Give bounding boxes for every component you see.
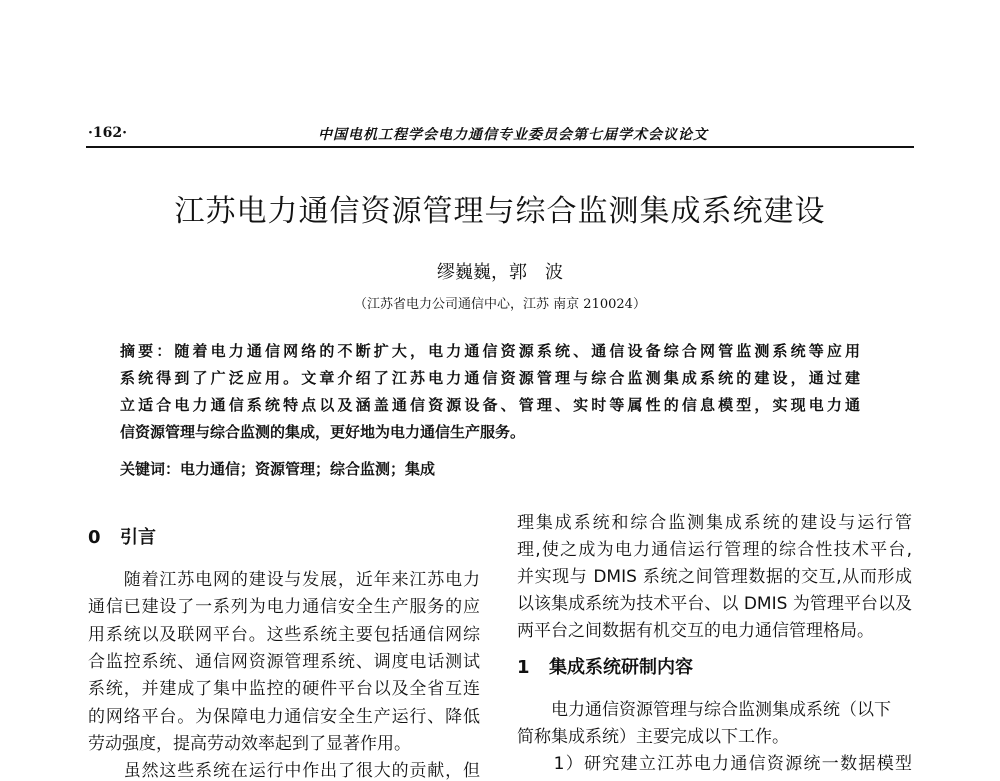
abstract-line: 系统得到了广泛应用。文章介绍了江苏电力通信资源管理与综合监测集成系统的建设，通过建 (120, 369, 860, 387)
paper-title: 江苏电力通信资源管理与综合监测集成系统建设 (174, 194, 826, 229)
body-line: 电力通信资源管理与综合监测集成系统（以下 (517, 700, 891, 720)
body-line: 劳动强度，提高劳动效率起到了显著作用。 (88, 734, 411, 754)
body-line: 合监控系统、通信网资源管理系统、调度电话测试 (88, 652, 480, 672)
body-line: 随着江苏电网的建设与发展，近年来江苏电力 (88, 570, 480, 590)
abstract-line: 信资源管理与综合监测的集成，更好地为电力通信生产服务。 (120, 423, 526, 441)
body-line: 用系统以及联网平台。这些系统主要包括通信网综 (88, 625, 480, 645)
section-heading: 1 集成系统研制内容 (517, 657, 693, 678)
body-line: 通信已建设了一系列为电力通信安全生产服务的应 (88, 597, 480, 617)
affiliation: （江苏省电力公司通信中心，江苏 南京 210024） (354, 297, 646, 312)
body-line: 两平台之间数据有机交互的电力通信管理格局。 (517, 621, 874, 641)
body-line: 以该集成系统为技术平台、以 DMIS 为管理平台以及 (517, 594, 912, 614)
body-line: 系统，并建成了集中监控的硬件平台以及全省互连 (88, 679, 480, 699)
body-line: 虽然这些系统在运行中作出了很大的贡献，但 (88, 761, 480, 781)
keywords-label: 关键词： (120, 460, 181, 478)
body-line: 并实现与 DMIS 系统之间管理数据的交互,从而形成 (517, 567, 912, 587)
running-header: 中国电机工程学会电力通信专业委员会第七届学术会议论文 (318, 127, 708, 143)
abstract-line: 摘要：随着电力通信网络的不断扩大，电力通信资源系统、通信设备综合网管监测系统等应用 (120, 342, 860, 360)
abstract-line: 立适合电力通信系统特点以及涵盖通信资源设备、管理、实时等属性的信息模型，实现电力通 (120, 396, 860, 414)
body-line: 理集成系统和综合监测集成系统的建设与运行管 (517, 513, 912, 533)
header-rule (86, 146, 914, 148)
keywords-text: 电力通信；资源管理；综合监测；集成 (180, 460, 436, 478)
body-line: 理,使之成为电力通信运行管理的综合性技术平台, (517, 540, 912, 560)
page-number: ·162· (88, 125, 127, 141)
body-line: 简称集成系统）主要完成以下工作。 (517, 727, 789, 747)
keywords (120, 458, 860, 479)
body-line: 1）研究建立江苏电力通信资源统一数据模型 (517, 754, 912, 774)
body-line: 的网络平台。为保障电力通信安全生产运行、降低 (88, 707, 480, 727)
section-heading: 0 引言 (88, 527, 156, 548)
abstract-label: 摘要： (120, 342, 175, 360)
authors: 缪巍巍，郭 波 (437, 262, 563, 283)
